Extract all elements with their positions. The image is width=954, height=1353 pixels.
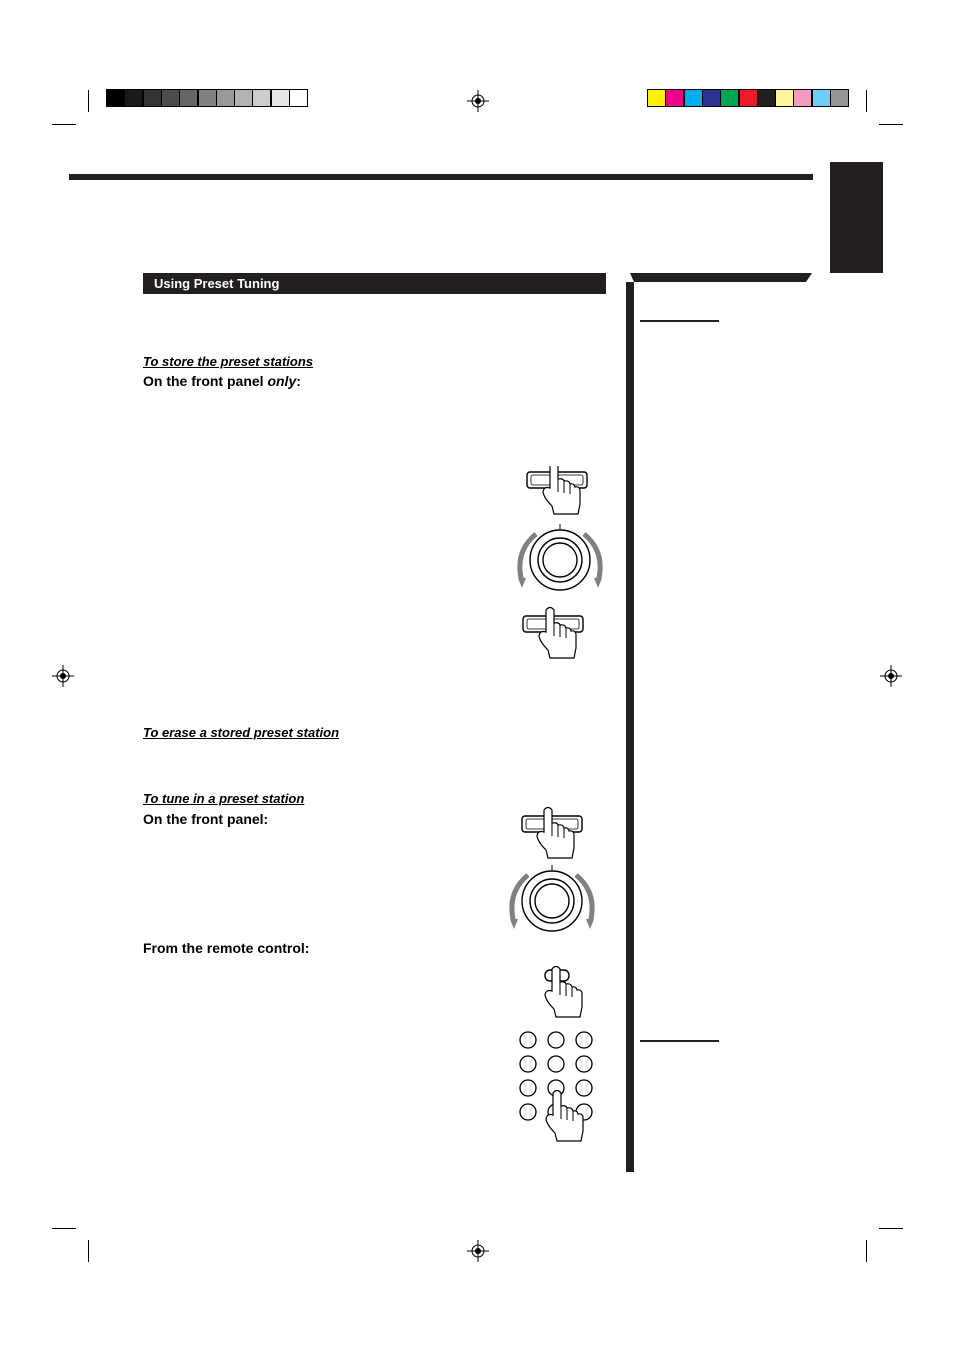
crop-mark: [88, 90, 89, 112]
crop-mark: [866, 1240, 867, 1262]
tune-preset-heading: To tune in a preset station: [143, 791, 305, 806]
notes-rule: [640, 320, 719, 322]
calibration-swatch: [775, 89, 794, 107]
calibration-swatch: [234, 89, 253, 107]
crop-mark: [879, 124, 903, 125]
multi-jog-dial-icon: [518, 524, 602, 590]
erase-preset-heading: To erase a stored preset station: [143, 725, 340, 740]
multi-jog-dial-icon: [510, 865, 594, 931]
calibration-swatch: [830, 89, 849, 107]
language-tab: [830, 162, 883, 273]
calibration-swatch: [198, 89, 217, 107]
calibration-swatch: [684, 89, 703, 107]
registration-mark-icon: [467, 1240, 489, 1262]
calibration-swatch: [812, 89, 831, 107]
tune-remote-label: From the remote control:: [143, 940, 310, 956]
section-title: Using Preset Tuning: [143, 273, 606, 294]
calibration-swatch: [271, 89, 290, 107]
crop-mark: [866, 90, 867, 112]
remote-keypad-illustration: [505, 965, 605, 1145]
calibration-swatch: [739, 89, 758, 107]
store-front-panel-label: On the front panel only:: [143, 373, 301, 389]
calibration-swatch: [124, 89, 143, 107]
memory-button-icon: [527, 466, 587, 514]
right-column-rule: [626, 282, 634, 1172]
registration-mark-icon: [52, 665, 74, 687]
calibration-swatch: [252, 89, 271, 107]
memory-button-icon: [523, 608, 583, 659]
calibration-swatch: [161, 89, 180, 107]
calibration-swatch: [647, 89, 666, 107]
crop-mark: [879, 1228, 903, 1229]
calibration-swatch: [216, 89, 235, 107]
remote-number-keypad-icon: [520, 1032, 592, 1141]
illustrations-column: [500, 466, 615, 996]
calibration-swatch: [143, 89, 162, 107]
calibration-swatch: [179, 89, 198, 107]
store-preset-heading: To store the preset stations: [143, 354, 313, 369]
crop-mark: [88, 1240, 89, 1262]
calibration-swatch: [289, 89, 308, 107]
calibration-swatch: [665, 89, 684, 107]
remote-fm-am-button-icon: [545, 967, 582, 1018]
calibration-swatch: [720, 89, 739, 107]
calibration-swatch: [106, 89, 125, 107]
preset-button-icon: [522, 808, 582, 859]
calibration-swatch: [793, 89, 812, 107]
calibration-swatch: [702, 89, 721, 107]
registration-mark-icon: [467, 90, 489, 112]
right-column-header-bar: [626, 272, 814, 286]
notes-rule: [640, 1040, 719, 1042]
crop-mark: [52, 1228, 76, 1229]
registration-mark-icon: [880, 665, 902, 687]
crop-mark: [52, 124, 76, 125]
top-rule: [69, 174, 813, 180]
calibration-swatch: [757, 89, 776, 107]
tune-front-panel-label: On the front panel:: [143, 811, 269, 827]
